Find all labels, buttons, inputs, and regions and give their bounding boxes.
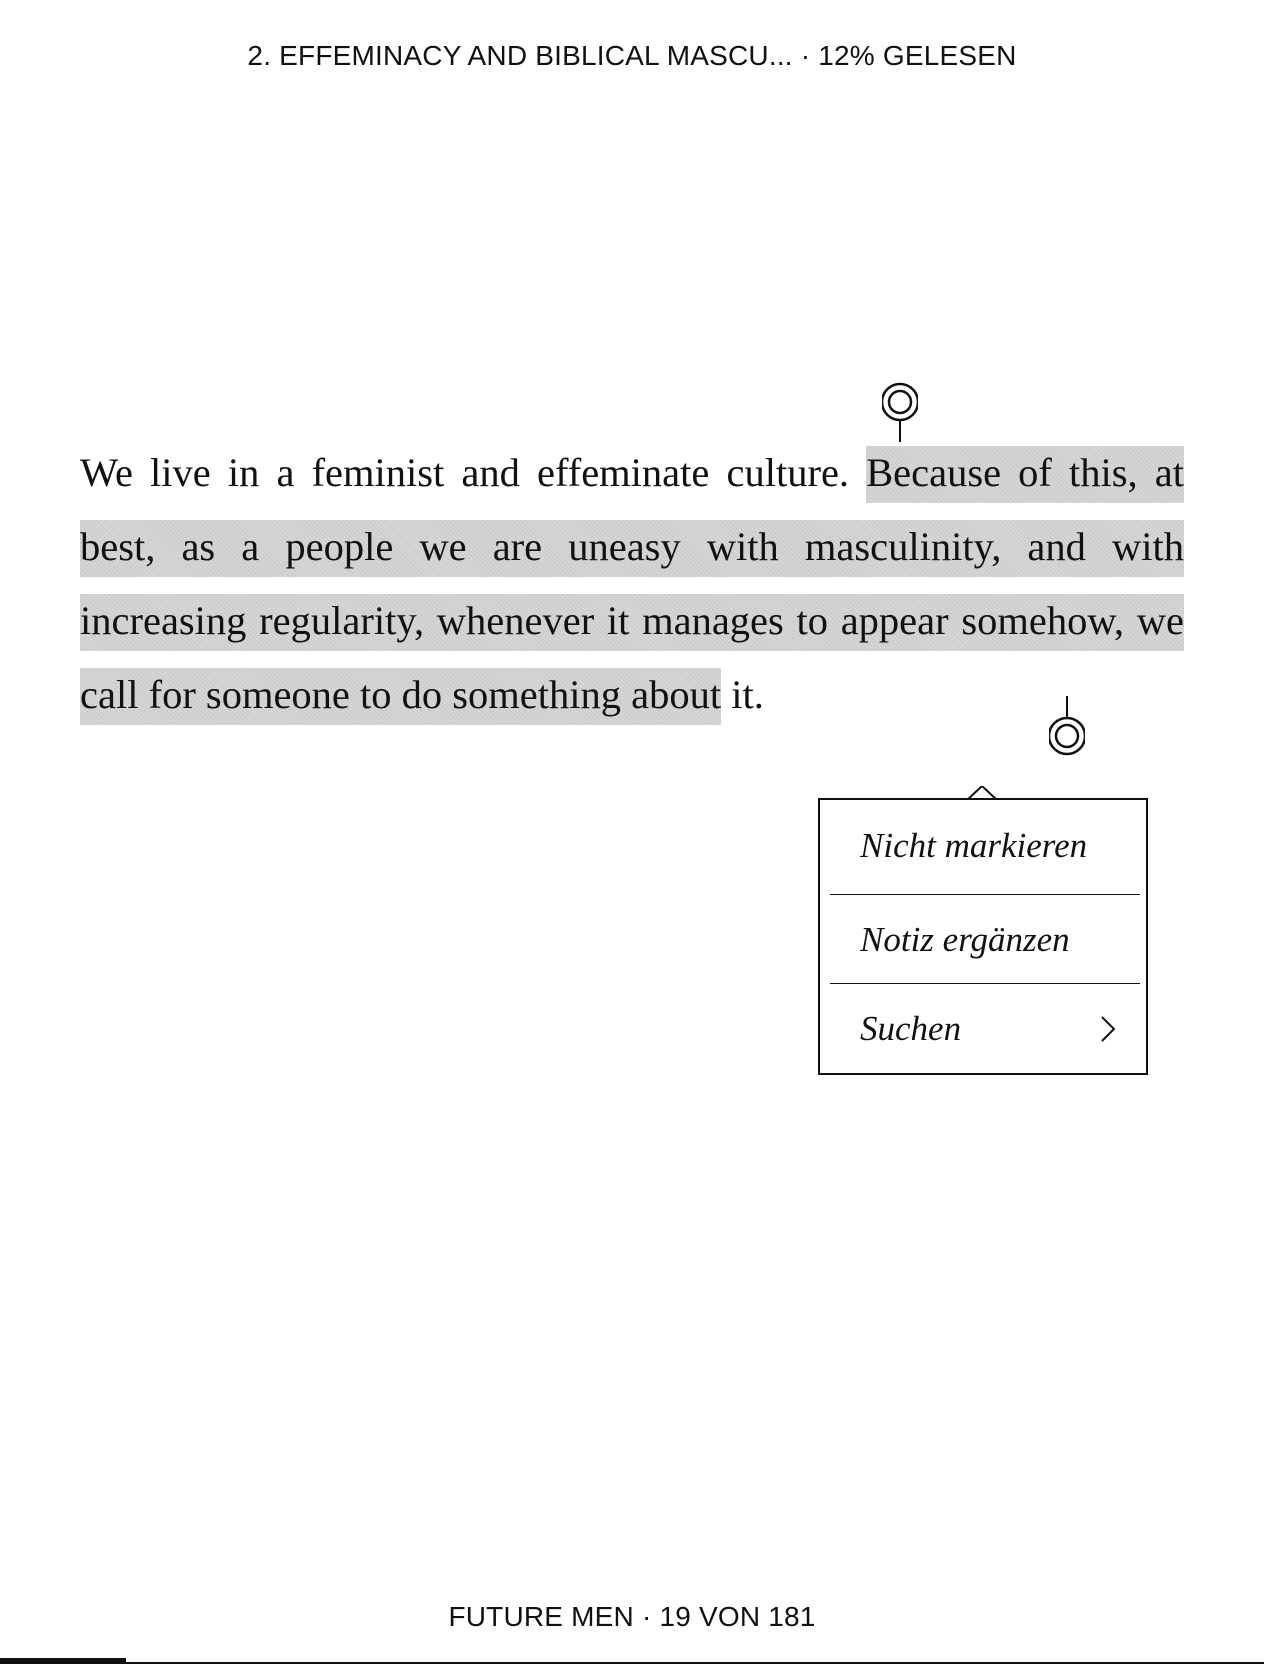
menu-item-label: Notiz ergänzen: [860, 920, 1070, 959]
reading-progress-fill: [0, 1658, 126, 1664]
menu-divider: [830, 983, 1140, 984]
menu-item-unhighlight[interactable]: [830, 802, 1140, 890]
reading-progress-text: 12% GELESEN: [818, 40, 1017, 71]
selected-text[interactable]: Because of this, at best, as a people we are uneasy with masculinity, and with increasing regularity, whenever it manages to appear somehow, we call for someone to do something about: [80, 446, 1184, 725]
book-page-info: FUTURE MEN · 19 VON 181: [448, 1601, 816, 1632]
reading-footer: [0, 1601, 1264, 1633]
selection-end-handle[interactable]: [1049, 696, 1085, 756]
menu-item-label: Suchen: [860, 1009, 962, 1048]
menu-divider: [830, 894, 1140, 895]
menu-item-search[interactable]: [830, 985, 1140, 1073]
book-passage[interactable]: [80, 436, 1184, 732]
chapter-title: 2. EFFEMINACY AND BIBLICAL MASCU...: [247, 40, 793, 71]
selection-context-menu: [818, 798, 1148, 1075]
passage-text-after[interactable]: it.: [721, 672, 764, 717]
menu-item-add-note[interactable]: [830, 896, 1140, 984]
menu-item-label: Nicht markieren: [860, 826, 1088, 865]
reading-header: [0, 40, 1264, 72]
chevron-right-icon: [1098, 1013, 1118, 1043]
reading-progress-bar: [0, 1662, 1264, 1664]
header-separator: ·: [792, 40, 819, 71]
selection-start-handle[interactable]: [882, 382, 918, 442]
passage-text-before[interactable]: We live in a feminist and effeminate culture.: [80, 450, 867, 495]
